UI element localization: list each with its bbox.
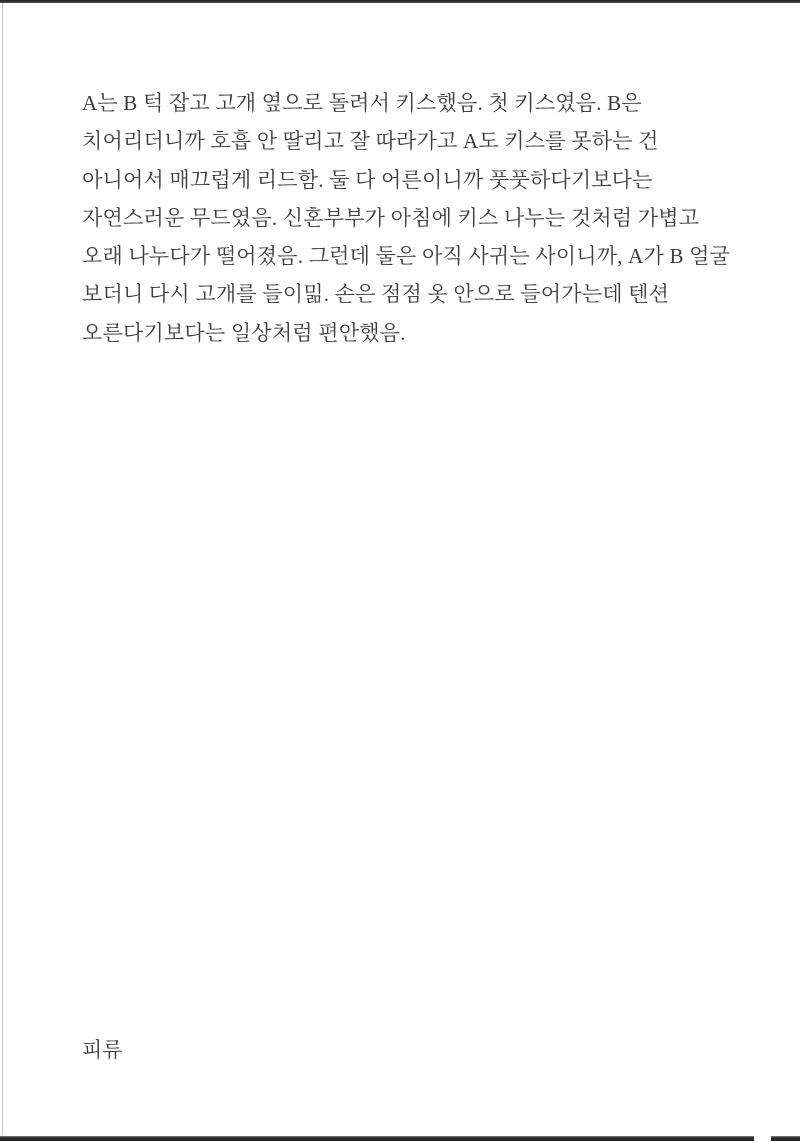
paragraph-line: 치어리더니까 호흡 안 딸리고 잘 따라가고 A도 키스를 못하는 건 xyxy=(82,129,659,154)
paragraph-line: 오른다기보다는 일상처럼 편안했음. xyxy=(82,320,406,345)
paragraph-line: A는 B 턱 잡고 고개 옆으로 돌려서 키스했음. 첫 키스였음. B은 xyxy=(82,91,642,115)
page-top-border xyxy=(0,0,800,3)
paragraph-line: 자연스러운 무드였음. 신혼부부가 아침에 키스 나누는 것처럼 가볍고 xyxy=(82,205,700,230)
paragraph-line: 보더니 다시 고개를 들이밂. 손은 점점 옷 안으로 들어가는데 텐션 xyxy=(82,282,670,307)
paragraph-line: 오래 나누다가 떨어졌음. 그런데 둘은 아직 사귀는 사이니까, A가 B 얼굴 xyxy=(82,244,731,269)
bottom-edge-bar-left xyxy=(0,1136,754,1141)
author-signature: 피류 xyxy=(82,1038,123,1062)
body-text-paragraph xyxy=(82,84,772,352)
bottom-edge-bar-right xyxy=(771,1136,800,1141)
page-left-border xyxy=(2,3,3,1135)
paragraph-line: 아니어서 매끄럽게 리드함. 둘 다 어른이니까 풋풋하다기보다는 xyxy=(82,167,653,192)
